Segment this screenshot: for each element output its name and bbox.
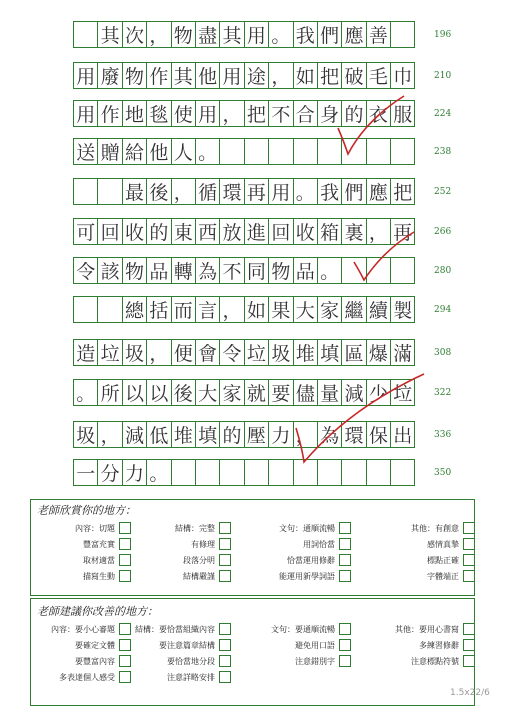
grid-cell: 量: [317, 379, 342, 406]
grid-cell: 環: [341, 421, 366, 448]
grid-cell: 善: [366, 21, 391, 48]
grid-cell: 造: [73, 339, 98, 366]
row-char-count: 322: [434, 388, 452, 398]
grid-cell: 垃: [390, 379, 415, 406]
grid-cell: 回: [97, 218, 122, 245]
grid-cell: 用: [195, 100, 220, 127]
grid-cell: ，: [171, 178, 196, 205]
grid-cell: 物: [122, 257, 147, 284]
improve-item: 文句：要通順流暢: [271, 625, 335, 634]
grid-cell: 我: [317, 178, 342, 205]
grid-cell: 巾: [390, 62, 415, 89]
row-char-count: 210: [434, 71, 452, 81]
grid-cell: 令: [219, 339, 244, 366]
grid-cell: 應: [341, 21, 366, 48]
appreciate-item: 其他：有創意: [411, 524, 459, 533]
grid-cell: 箱: [317, 218, 342, 245]
grid-cell: 其: [97, 21, 122, 48]
grid-cell: 。: [293, 178, 318, 205]
grid-cell: 其: [219, 21, 244, 48]
grid-cell: 低: [146, 421, 171, 448]
grid-cell: 大: [195, 379, 220, 406]
grid-cell: 如: [244, 296, 269, 323]
grid-cell: 。: [268, 21, 293, 48]
appreciate-item: 字體端正: [427, 572, 459, 581]
grid-cell: 用: [268, 178, 293, 205]
improve-item: 要確定文體: [75, 641, 115, 650]
grid-cell: 同: [244, 257, 269, 284]
grid-cell: 轉: [171, 257, 196, 284]
improve-checkbox[interactable]: [119, 655, 131, 667]
row-char-count: 238: [434, 147, 452, 157]
grid-cell: 用: [73, 62, 98, 89]
grid-cell: ，: [293, 421, 318, 448]
grid-cell: [293, 138, 318, 165]
grid-cell: 會: [195, 339, 220, 366]
grid-cell: 使: [171, 100, 196, 127]
grid-cell: 毯: [146, 100, 171, 127]
improve-checkbox[interactable]: [119, 623, 131, 635]
grid-cell: 應: [366, 178, 391, 205]
grid-cell: 環: [219, 178, 244, 205]
grid-cell: 再: [390, 218, 415, 245]
grid-cell: 以: [122, 379, 147, 406]
grid-cell: 循: [195, 178, 220, 205]
teacher-check-mark: [330, 90, 410, 160]
improve-checkbox[interactable]: [119, 671, 131, 683]
grid-cell: 的: [219, 421, 244, 448]
row-char-count: 224: [434, 109, 452, 119]
grid-cell: 收: [293, 218, 318, 245]
grid-cell: [195, 459, 220, 486]
grid-cell: 作: [146, 62, 171, 89]
grid-cell: 圾: [73, 421, 98, 448]
grid-cell: 其: [171, 62, 196, 89]
grid-cell: 後: [171, 379, 196, 406]
grid-cell: 家: [219, 379, 244, 406]
grid-cell: ，: [366, 218, 391, 245]
appreciate-checkbox[interactable]: [119, 522, 131, 534]
grid-cell: 減: [122, 421, 147, 448]
row-char-count: 336: [434, 430, 452, 440]
grid-cell: 填: [317, 339, 342, 366]
row-char-count: 266: [434, 227, 452, 237]
improve-checkbox[interactable]: [219, 639, 231, 651]
row-char-count: 294: [434, 305, 452, 315]
grid-cell: 們: [317, 21, 342, 48]
grid-cell: 們: [341, 178, 366, 205]
improve-checkbox[interactable]: [339, 655, 351, 667]
grid-cell: 用: [219, 62, 244, 89]
grid-cell: 言: [195, 296, 220, 323]
appreciate-item: 結構嚴謹: [183, 572, 215, 581]
improve-checkbox[interactable]: [463, 623, 475, 635]
appreciate-checkbox[interactable]: [463, 570, 475, 582]
grid-cell: 不: [219, 257, 244, 284]
grid-cell: 最: [122, 178, 147, 205]
grid-cell: 垃: [244, 339, 269, 366]
grid-cell: 如: [293, 62, 318, 89]
improve-item: 要豐富內容: [75, 657, 115, 666]
grid-cell: 放: [219, 218, 244, 245]
grid-cell: 就: [244, 379, 269, 406]
grid-cell: 用: [73, 100, 98, 127]
grid-cell: 為: [195, 257, 220, 284]
grid-cell: 服: [390, 100, 415, 127]
appreciate-checkbox[interactable]: [119, 570, 131, 582]
grid-cell: 進: [244, 218, 269, 245]
grid-cell: 再: [244, 178, 269, 205]
improve-item: 多練習修辭: [419, 641, 459, 650]
grid-cell: 身: [317, 100, 342, 127]
grid-cell: 。: [317, 257, 342, 284]
appreciate-checkbox[interactable]: [219, 570, 231, 582]
grid-cell: ，: [97, 421, 122, 448]
appreciate-checkbox[interactable]: [119, 538, 131, 550]
grid-cell: 堆: [171, 421, 196, 448]
grid-cell: 把: [244, 100, 269, 127]
appreciate-item: 內容：切題: [75, 524, 115, 533]
grid-cell: 減: [341, 379, 366, 406]
grid-cell: 收: [122, 218, 147, 245]
grid-cell: 續: [366, 296, 391, 323]
improve-checkbox[interactable]: [463, 655, 475, 667]
appreciate-item: 結構：完整: [175, 524, 215, 533]
grid-cell: 家: [317, 296, 342, 323]
grid-cell: 用: [244, 21, 269, 48]
row-char-count: 252: [434, 187, 452, 197]
grid-cell: [244, 459, 269, 486]
appreciate-item: 用詞恰當: [303, 540, 335, 549]
grid-cell: 力: [268, 421, 293, 448]
improve-item: 多表達個人感受: [59, 673, 115, 682]
grid-cell: 該: [97, 257, 122, 284]
grid-cell: 裏: [341, 218, 366, 245]
improvement-title: 老師建議你改善的地方：: [37, 605, 158, 618]
appreciate-checkbox[interactable]: [339, 570, 351, 582]
grid-cell: [219, 459, 244, 486]
grid-cell: 爆: [366, 339, 391, 366]
grid-cell: 為: [317, 421, 342, 448]
grid-cell: ，: [268, 62, 293, 89]
grid-cell: 。: [195, 138, 220, 165]
grid-cell: 給: [122, 138, 147, 165]
improve-item: 內容：要小心審題: [51, 625, 115, 634]
grid-cell: 令: [73, 257, 98, 284]
appreciate-checkbox[interactable]: [339, 538, 351, 550]
grid-cell: 分: [97, 459, 122, 486]
grid-cell: 我: [293, 21, 318, 48]
grid-cell: 。: [146, 459, 171, 486]
appreciate-checkbox[interactable]: [219, 522, 231, 534]
appreciate-item: 描寫生動: [83, 572, 115, 581]
grid-cell: 。: [73, 379, 98, 406]
grid-cell: 繼: [341, 296, 366, 323]
grid-cell: [390, 21, 415, 48]
grid-cell: 盡: [195, 21, 220, 48]
grid-cell: 的: [341, 100, 366, 127]
improve-item: 注意標點符號: [411, 657, 459, 666]
grid-cell: [73, 21, 98, 48]
improve-checkbox[interactable]: [339, 639, 351, 651]
grid-cell: 毛: [366, 62, 391, 89]
grid-cell: 力: [122, 459, 147, 486]
grid-cell: 後: [146, 178, 171, 205]
row-char-count: 196: [434, 30, 452, 40]
grid-cell: 物: [268, 257, 293, 284]
grid-cell: 作: [97, 100, 122, 127]
grid-cell: 可: [73, 218, 98, 245]
grid-cell: 壓: [244, 421, 269, 448]
appreciate-checkbox[interactable]: [339, 522, 351, 534]
grid-row: [73, 178, 415, 205]
grid-cell: 果: [268, 296, 293, 323]
grid-cell: 製: [390, 296, 415, 323]
appreciate-item: 恰當運用修辭: [287, 556, 335, 565]
appreciate-checkbox[interactable]: [219, 538, 231, 550]
improve-item: 要注意篇章結構: [159, 641, 215, 650]
teacher-check-mark: [290, 368, 430, 468]
improve-checkbox[interactable]: [339, 623, 351, 635]
improve-item: 要恰當地分段: [167, 657, 215, 666]
grid-cell: 他: [146, 138, 171, 165]
grid-cell: [219, 138, 244, 165]
grid-cell: 保: [366, 421, 391, 448]
grid-cell: 圾: [268, 339, 293, 366]
appreciate-item: 感情真摯: [427, 540, 459, 549]
grid-cell: 衣: [366, 100, 391, 127]
appreciate-item: 有條理: [191, 540, 215, 549]
appreciate-checkbox[interactable]: [219, 554, 231, 566]
grid-cell: 贈: [97, 138, 122, 165]
grid-cell: 物: [122, 62, 147, 89]
grid-cell: 以: [146, 379, 171, 406]
grid-cell: 總: [122, 296, 147, 323]
row-char-count: 350: [434, 468, 452, 478]
improve-checkbox[interactable]: [219, 655, 231, 667]
appreciation-title: 老師欣賞你的地方：: [37, 504, 136, 517]
appreciate-item: 標點正確: [427, 556, 459, 565]
grid-cell: 破: [341, 62, 366, 89]
appreciate-checkbox[interactable]: [119, 554, 131, 566]
grid-cell: 堆: [293, 339, 318, 366]
grid-cell: 品: [293, 257, 318, 284]
grid-cell: 填: [195, 421, 220, 448]
grid-cell: 人: [171, 138, 196, 165]
grid-cell: [97, 296, 122, 323]
improve-checkbox[interactable]: [119, 639, 131, 651]
improve-item: 注意詳略安排: [167, 673, 215, 682]
grid-cell: 次: [122, 21, 147, 48]
improve-item: 避免用口語: [295, 641, 335, 650]
grid-cell: 廢: [97, 62, 122, 89]
grid-row: [73, 21, 415, 48]
improve-item: 其他：要用心書寫: [395, 625, 459, 634]
appreciate-item: 段落分明: [183, 556, 215, 565]
appreciate-item: 能運用新學詞語: [279, 572, 335, 581]
appreciate-item: 文句：通順流暢: [279, 524, 335, 533]
grid-cell: 儘: [293, 379, 318, 406]
grid-cell: 合: [293, 100, 318, 127]
grid-row: [73, 339, 415, 366]
grid-cell: 把: [317, 62, 342, 89]
grid-cell: 送: [73, 138, 98, 165]
grid-cell: 一: [73, 459, 98, 486]
grid-cell: 便: [171, 339, 196, 366]
grid-cell: 他: [195, 62, 220, 89]
grid-cell: [244, 138, 269, 165]
grid-cell: 括: [146, 296, 171, 323]
grid-cell: 少: [366, 379, 391, 406]
grid-cell: 把: [390, 178, 415, 205]
grid-cell: 途: [244, 62, 269, 89]
grid-cell: 要: [268, 379, 293, 406]
grid-cell: 不: [268, 100, 293, 127]
grid-cell: [73, 178, 98, 205]
grid-cell: 回: [268, 218, 293, 245]
grid-cell: 品: [146, 257, 171, 284]
appreciate-checkbox[interactable]: [463, 554, 475, 566]
grid-cell: ，: [146, 21, 171, 48]
row-char-count: 280: [434, 266, 452, 276]
grid-cell: 垃: [97, 339, 122, 366]
teacher-check-mark: [350, 228, 420, 288]
page-note: 1.5x22/6: [450, 688, 490, 698]
grid-cell: 滿: [390, 339, 415, 366]
grid-row: [73, 62, 415, 89]
grid-cell: [73, 296, 98, 323]
improve-checkbox[interactable]: [219, 671, 231, 683]
grid-cell: 所: [97, 379, 122, 406]
grid-cell: 出: [390, 421, 415, 448]
appreciation-panel: [30, 499, 475, 596]
grid-cell: [97, 178, 122, 205]
improve-checkbox[interactable]: [219, 623, 231, 635]
appreciate-checkbox[interactable]: [463, 522, 475, 534]
improve-item: 結構：要恰當組織內容: [135, 625, 215, 634]
improve-checkbox[interactable]: [463, 639, 475, 651]
grid-cell: ，: [219, 296, 244, 323]
improvement-panel: [30, 598, 475, 706]
appreciate-checkbox[interactable]: [463, 538, 475, 550]
row-char-count: 308: [434, 348, 452, 358]
grid-cell: 區: [341, 339, 366, 366]
grid-cell: [268, 138, 293, 165]
improve-item: 注意錯別字: [295, 657, 335, 666]
grid-cell: [171, 459, 196, 486]
grid-cell: ，: [146, 339, 171, 366]
grid-cell: 大: [293, 296, 318, 323]
grid-row: [73, 296, 415, 323]
grid-cell: 東: [171, 218, 196, 245]
grid-cell: ，: [219, 100, 244, 127]
grid-cell: 地: [122, 100, 147, 127]
appreciate-item: 豐富充實: [83, 540, 115, 549]
grid-cell: 物: [171, 21, 196, 48]
grid-cell: 西: [195, 218, 220, 245]
grid-cell: 的: [146, 218, 171, 245]
grid-cell: 而: [171, 296, 196, 323]
appreciate-item: 取材適當: [83, 556, 115, 565]
grid-cell: 圾: [122, 339, 147, 366]
appreciate-checkbox[interactable]: [339, 554, 351, 566]
